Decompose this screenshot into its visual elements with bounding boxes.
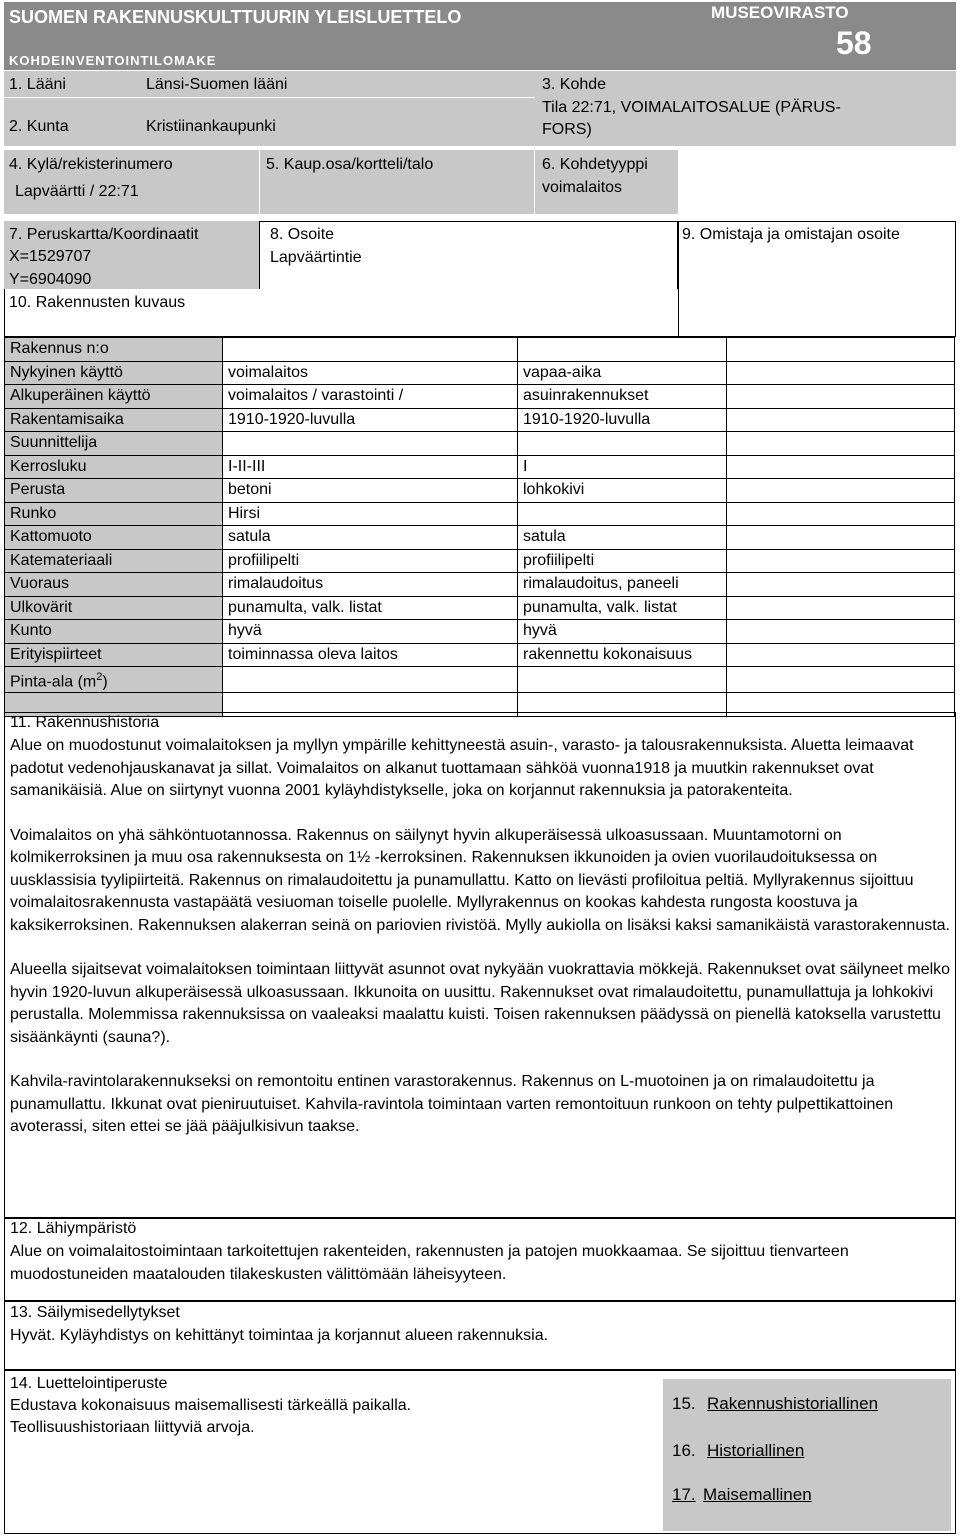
peruskartta-label: 7. Peruskartta/Koordinaatit bbox=[9, 226, 199, 243]
agency-name: MUSEOVIRASTO bbox=[711, 3, 849, 22]
building-table-row bbox=[5, 479, 955, 503]
row-label-text: Nykyinen käyttö bbox=[10, 363, 123, 381]
surroundings-text: Alue on voimalaitostoimintaan tarkoitettujen rakenteiden, rakennusten ja patojen muokkaamaa. Se sijoittuu tienvarteen muodostuneiden maatalouden tilakeskusten välittömään läheisyyteen. bbox=[10, 1243, 849, 1283]
building-table-row bbox=[5, 573, 955, 597]
building-value-cell: hyvä bbox=[518, 620, 727, 644]
building-empty-cell bbox=[727, 432, 955, 456]
building-empty-cell bbox=[727, 408, 955, 432]
row-label-text: Perusta bbox=[10, 481, 66, 499]
building-empty-cell bbox=[727, 502, 955, 526]
criteria-line-2: Teollisuushistoriaan liittyviä arvoja. bbox=[10, 1419, 255, 1436]
history-paragraph: Kahvila-ravintolarakennukseksi on remontoitu entinen varastorakennus. Rakennus on L-muotoinen ja on rimalaudoitettu ja punamullattu. Ikkunat ovat pieniruutuiset. Kahvila-ravintola toimintaan varten remontoituun runkoon on tehty pulpettikattoinen avoterassi, siten ettei se jää pääjulkisivun taakse. bbox=[10, 1073, 894, 1135]
building-table-row bbox=[5, 549, 955, 573]
building-value-cell: betoni bbox=[223, 479, 518, 503]
building-value-cell bbox=[518, 667, 727, 693]
building-value-cell: Hirsi bbox=[223, 502, 518, 526]
building-value-cell bbox=[518, 502, 727, 526]
kohdetyyppi-value: voimalaitos bbox=[542, 179, 623, 196]
row-label bbox=[5, 643, 223, 667]
building-table-row bbox=[5, 526, 955, 550]
building-value-cell: rimalaudoitus bbox=[223, 573, 518, 597]
row-label-text: Runko bbox=[10, 504, 57, 522]
row-label-text: Vuoraus bbox=[10, 575, 69, 593]
row-label bbox=[5, 479, 223, 503]
form-subtitle: KOHDEINVENTOINTILOMAKE bbox=[9, 53, 217, 68]
surroundings-heading: 12. Lähiympäristö bbox=[10, 1220, 137, 1237]
building-table-row bbox=[5, 338, 955, 362]
building-value-cell: vapaa-aika bbox=[518, 361, 727, 385]
building-table-row bbox=[5, 667, 955, 693]
building-value-cell: rakennettu kokonaisuus bbox=[518, 643, 727, 667]
kyla-value: Lapväärtti / 22:71 bbox=[15, 183, 139, 200]
building-value-cell: I bbox=[518, 455, 727, 479]
building-value-cell bbox=[223, 432, 518, 456]
building-value-cell: voimalaitos bbox=[223, 361, 518, 385]
form-title: SUOMEN RAKENNUSKULTTUURIN YLEISLUETTELO bbox=[9, 7, 462, 27]
row-label-text: Kerrosluku bbox=[10, 457, 87, 475]
row-label bbox=[5, 620, 223, 644]
x-coordinate: X=1529707 bbox=[9, 248, 92, 265]
row-label bbox=[5, 338, 223, 362]
row-label bbox=[5, 502, 223, 526]
preservation-text: Hyvät. Kyläyhdistys on kehittänyt toimintaa ja korjannut alueen rakennuksia. bbox=[10, 1327, 549, 1344]
criteria-line-1: Edustava kokonaisuus maisemallisesti tärkeällä paikalla. bbox=[10, 1397, 412, 1414]
building-table bbox=[4, 337, 955, 717]
laani-label: 1. Lääni bbox=[9, 76, 66, 93]
row-label-text: Ulkovärit bbox=[10, 598, 73, 616]
row-label-text: Kunto bbox=[10, 622, 52, 640]
building-value-cell bbox=[223, 667, 518, 693]
criteria-16-label: Historiallinen bbox=[707, 1441, 805, 1460]
building-value-cell: punamulta, valk. listat bbox=[223, 596, 518, 620]
building-value-cell: asuinrakennukset bbox=[518, 385, 727, 409]
row-label bbox=[5, 596, 223, 620]
omistaja-label: 9. Omistaja ja omistajan osoite bbox=[682, 226, 900, 243]
row-label-superscript: 2 bbox=[96, 671, 103, 683]
building-value-cell: voimalaitos / varastointi / bbox=[223, 385, 518, 409]
building-value-cell bbox=[518, 338, 727, 362]
kohde-value-line2: FORS) bbox=[542, 121, 592, 138]
kyla-label: 4. Kylä/rekisterinumero bbox=[9, 156, 173, 173]
row-label bbox=[5, 455, 223, 479]
row-label bbox=[5, 573, 223, 597]
building-table-row bbox=[5, 385, 955, 409]
building-empty-cell bbox=[727, 667, 955, 693]
row-label bbox=[5, 549, 223, 573]
building-value-cell: toiminnassa oleva laitos bbox=[223, 643, 518, 667]
building-table-row bbox=[5, 620, 955, 644]
criteria-16-number: 16. bbox=[672, 1441, 696, 1460]
building-empty-cell bbox=[727, 549, 955, 573]
building-empty-cell bbox=[727, 338, 955, 362]
building-empty-cell bbox=[727, 596, 955, 620]
building-empty-cell bbox=[727, 479, 955, 503]
criteria-17-label: Maisemallinen bbox=[703, 1485, 812, 1504]
building-value-cell bbox=[223, 338, 518, 362]
row-label-text: Katemateriaali bbox=[10, 551, 113, 569]
building-table-row bbox=[5, 502, 955, 526]
criteria-15-label: Rakennushistoriallinen bbox=[707, 1394, 879, 1413]
building-value-cell: hyvä bbox=[223, 620, 518, 644]
building-empty-cell bbox=[727, 455, 955, 479]
history-heading: 11. Rakennushistoria bbox=[10, 714, 160, 731]
building-empty-cell bbox=[727, 385, 955, 409]
kuvaus-label: 10. Rakennusten kuvaus bbox=[9, 294, 186, 311]
row-label bbox=[5, 667, 223, 693]
building-value-cell: profiilipelti bbox=[518, 549, 727, 573]
building-table-row bbox=[5, 596, 955, 620]
row-label bbox=[5, 361, 223, 385]
building-value-cell: I-II-III bbox=[223, 455, 518, 479]
row-label-text: Rakennus n:o bbox=[10, 340, 109, 358]
building-value-cell: satula bbox=[223, 526, 518, 550]
building-table-row bbox=[5, 455, 955, 479]
row-label-text: Alkuperäinen käyttö bbox=[10, 387, 151, 405]
row-label-text: Suunnittelija bbox=[10, 434, 98, 452]
building-empty-cell bbox=[727, 620, 955, 644]
row-label-end: ) bbox=[102, 673, 108, 691]
row-label bbox=[5, 526, 223, 550]
laani-value: Länsi-Suomen lääni bbox=[146, 76, 288, 93]
criteria-heading: 14. Luettelointiperuste bbox=[10, 1375, 168, 1392]
history-paragraph: Alue on muodostunut voimalaitoksen ja myllyn ympärille kehittyneestä asuin-, varasto- ja talousrakennuksista. Aluetta leimaavat padotut vedenohjauskanavat ja sillat. Voimalaitos on alkanut tuottamaan sähköä vuonna1918 ja muutkin rakennukset ovat samanikäisiä. Alue on siirtynyt vuonna 2001 kyläyhdistykselle, joka on korjannut rakennuksia ja patorakenteita. bbox=[10, 737, 914, 799]
building-empty-cell bbox=[727, 573, 955, 597]
row-label bbox=[5, 408, 223, 432]
building-empty-cell bbox=[727, 361, 955, 385]
history-text bbox=[10, 735, 955, 1161]
building-value-cell: punamulta, valk. listat bbox=[518, 596, 727, 620]
building-value-cell: satula bbox=[518, 526, 727, 550]
building-value-cell: 1910-1920-luvulla bbox=[518, 408, 727, 432]
history-paragraph: Alueella sijaitsevat voimalaitoksen toimintaan liittyvät asunnot ovat nykyään vuokrattavia mökkejä. Rakennukset ovat säilyneet melko hyvin 1920-luvun alkuperäisessä ulkoasussaan. Ikkunoita on uusittu. Rakennukset ovat rimalaudoitettu, punamullattuja ja lohkokivi perustalla. Molemmissa rakennuksissa on vaaleaksi maalattu kuisti. Toisen rakennuksen päädyssä on pienellä katoksella varustettu sisäänkäynti (sauna?). bbox=[10, 961, 951, 1046]
row-label bbox=[5, 385, 223, 409]
kunta-label: 2. Kunta bbox=[9, 118, 69, 135]
row-label-text: Erityispiirteet bbox=[10, 645, 102, 663]
kohde-label: 3. Kohde bbox=[542, 76, 607, 93]
building-table-row bbox=[5, 408, 955, 432]
building-value-cell: profiilipelti bbox=[223, 549, 518, 573]
criteria-15-number: 15. bbox=[672, 1394, 696, 1413]
y-coordinate: Y=6904090 bbox=[9, 271, 92, 288]
building-value-cell: rimalaudoitus, paneeli bbox=[518, 573, 727, 597]
form-number: 58 bbox=[836, 25, 872, 61]
building-empty-cell bbox=[727, 526, 955, 550]
row-label-text: Rakentamisaika bbox=[10, 410, 124, 428]
kunta-value: Kristiinankaupunki bbox=[146, 118, 276, 135]
osoite-value: Lapväärtintie bbox=[270, 249, 362, 266]
building-value-cell: lohkokivi bbox=[518, 479, 727, 503]
osoite-label: 8. Osoite bbox=[270, 226, 335, 243]
building-table-row bbox=[5, 643, 955, 667]
building-table-row bbox=[5, 361, 955, 385]
history-paragraph: Voimalaitos on yhä sähköntuotannossa. Rakennus on säilynyt hyvin alkuperäisessä ulkoasussaan. Muuntamotorni on kolmikerroksinen ja muu osa rakennuksesta on 1½ -kerroksinen. Rakennuksen ikkunoiden ja ovien vuorilaudoituksessa on uusklassisia tyylipiirteitä. Rakennus on rimalaudoitettu ja punamullattu. Katto on lievästi profiloitua peltiä. Myllyrakennus sijoittuu voimalaitosrakennusta vastapäätä vesiuoman toiselle puolelle. Myllyrakennus on kookas kahdesta rungosta koostuva ja kaksikerroksinen. Rakennuksen alakerran seinä on pariovien rivistöä. Mylly aukiolla on lisäksi kaksi samanikäistä varastorakennusta. bbox=[10, 826, 950, 934]
kohde-value-line1: Tila 22:71, VOIMALAITOSALUE (PÄRUS- bbox=[542, 99, 841, 116]
row-label-text: Kattomuoto bbox=[10, 528, 92, 546]
preservation-heading: 13. Säilymisedellytykset bbox=[10, 1304, 180, 1321]
building-table-row bbox=[5, 432, 955, 456]
building-value-cell: 1910-1920-luvulla bbox=[223, 408, 518, 432]
row-label bbox=[5, 432, 223, 456]
criteria-17-number: 17. bbox=[672, 1485, 696, 1504]
kaupunginosa-label: 5. Kaup.osa/kortteli/talo bbox=[266, 156, 434, 173]
row-label-text: Pinta-ala (m bbox=[10, 673, 97, 691]
kohdetyyppi-label: 6. Kohdetyyppi bbox=[542, 156, 648, 173]
building-empty-cell bbox=[727, 643, 955, 667]
building-value-cell bbox=[518, 432, 727, 456]
